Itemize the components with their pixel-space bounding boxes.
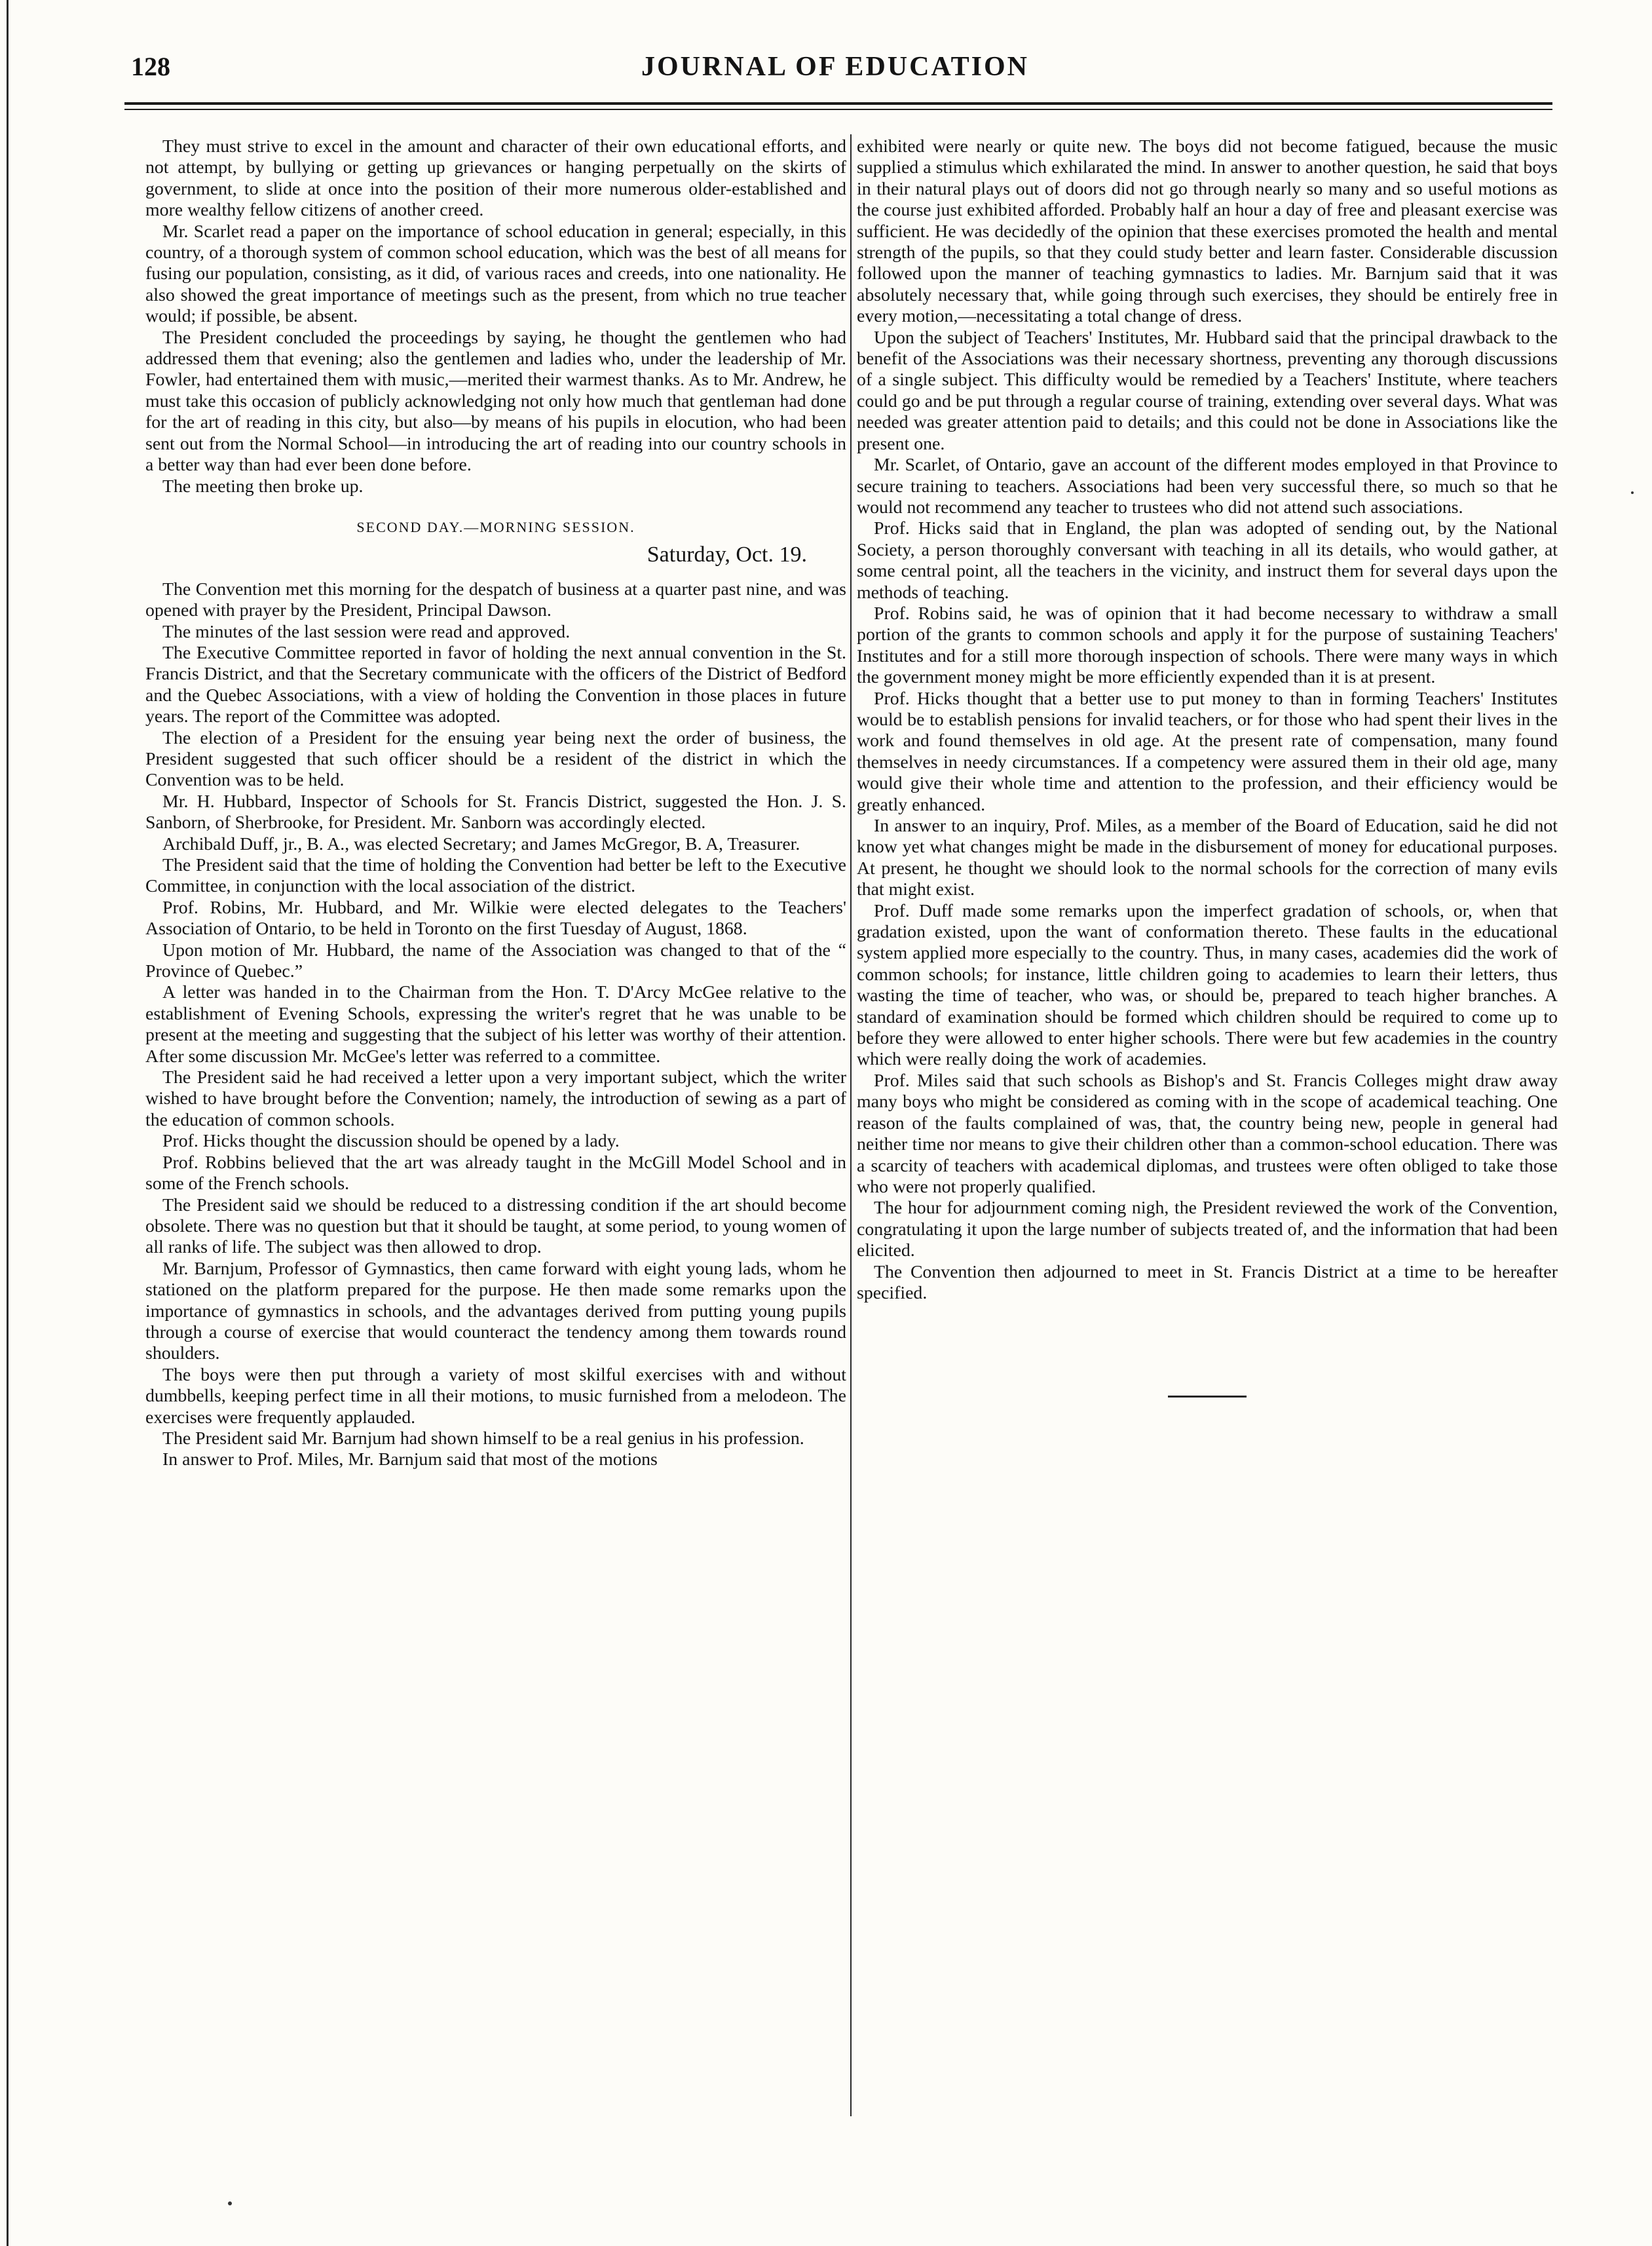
paragraph: exhibited were nearly or quite new. The boys did not become fatigued, because the music supplied a stimulus which exhilarated the mind. In answer to another question, he said that boys in their natural plays out of doors did not go through nearly so many and so useful motions as the course just exhibited afforded. Probably half an hour a day of free and pleasant exercise was sufficient. He was decidedly of the opinion that these exercises promoted the health and mental strength of the pupils, so that they could study better and learn faster. Considerable discussion followed upon the manner of teaching gymnastics to ladies. Mr. Barnjum said that it was absolutely necessary that, while going through such exercises, they should be entirely free in every motion,—necessitating a total change of dress. <box>857 136 1558 327</box>
paragraph: Mr. Scarlet read a paper on the importance of school education in general; especially, in this country, of a thorough system of common school education, which was the best of all means for fusing our population, consisting, as it did, of various races and creeds, into one nationality. He also showed the great importance of meetings such as the present, from which no true teacher would; if possible, be absent. <box>145 221 846 327</box>
paragraph: The Convention met this morning for the despatch of business at a quarter past nine, and was opened with prayer by the President, Principal Dawson. <box>145 579 846 621</box>
journal-title: JOURNAL OF EDUCATION <box>641 52 1030 82</box>
paragraph: Mr. H. Hubbard, Inspector of Schools for St. Francis District, suggested the Hon. J. S. Sanborn, of Sherbrooke, for President. Mr. Sanborn was accordingly elected. <box>145 791 846 833</box>
paragraph: Upon motion of Mr. Hubbard, the name of the Association was changed to that of the “ Province of Quebec.” <box>145 940 846 982</box>
paragraph: The election of a President for the ensuing year being next the order of business, the President suggested that such officer should be a resident of the district in which the Convention was to be held. <box>145 727 846 791</box>
paragraph: Prof. Miles said that such schools as Bishop's and St. Francis Colleges might draw away many boys who might be considered as coming with in the scope of academical teaching. One reason of the faults complained of was, that, the country being new, people in general had neither time nor means to give their children other than a common-school education. There was a scarcity of teachers with academical diplomas, and trustees were often obliged to take those who were not properly qualified. <box>857 1070 1558 1197</box>
paragraph: Prof. Hicks said that in England, the plan was adopted of sending out, by the National Society, a person thoroughly conversant with teaching in all its details, who would gather, at some central point, all the teachers in the vicinity, and instruct them for several days upon the methods of teaching. <box>857 518 1558 603</box>
paragraph: The President concluded the proceedings by saying, he thought the gentlemen who had addressed them that evening; also the gentlemen and ladies who, under the leadership of Mr. Fowler, had entertained them with music,—merited their warmest thanks. As to Mr. Andrew, he must take this occasion of publicly acknowledging not only how much that gentleman had done for the art of reading in this city, but also—by means of his pupils in elocution, who had been sent out from the Normal School—in introducing the art of reading into our country schools in a better way than had ever been done before. <box>145 327 846 476</box>
ink-speck <box>228 2201 232 2205</box>
page-header <box>131 51 1539 90</box>
paragraph: Prof. Duff made some remarks upon the imperfect gradation of schools, or, when that gradation existed, upon the want of conformation thereto. These faults in the educational system applied more especially to the country. Thus, in many cases, academies did the work of common schools; for instance, little children going to academies to learn their letters, thus wasting the time of teacher, who was, or should be, prepared to teach higher branches. A standard of examination should be formed which children should be required to come up to before they were allowed to enter higher schools. There were but few academies in the country which were really doing the work of academies. <box>857 900 1558 1070</box>
paragraph: Upon the subject of Teachers' Institutes, Mr. Hubbard said that the principal drawback to the benefit of the Associations was their necessary shortness, preventing any thorough discussions of a single subject. This difficulty would be remedied by a Teachers' Institute, where teachers could go and be put through a regular course of training, extending over several days. What was needed was greater attention paid to details; and this could not be done in Associations like the present one. <box>857 327 1558 454</box>
paragraph: Prof. Hicks thought the discussion should be opened by a lady. <box>162 1131 620 1152</box>
paragraph: The President said he had received a letter upon a very important subject, which the writer wished to have brought before the Convention; namely, the introduction of sewing as a part of the education of common schools. <box>145 1067 846 1130</box>
left-margin-rule <box>7 0 9 2246</box>
paragraph: Prof. Hicks thought that a better use to put money to than in forming Teachers' Institutes would be to establish pensions for invalid teachers, or for those who had spent their lives in the work and found themselves in old age. At the present rate of compensation, many found themselves in needy circumstances. If a competency were assured them in their old age, many would give their whole time and attention to the profession, and their efficiency would be greatly enhanced. <box>857 688 1558 815</box>
paragraph: Mr. Barnjum, Professor of Gymnastics, then came forward with eight young lads, whom he stationed on the platform prepared for the purpose. He then made some remarks upon the importance of gymnastics in schools, and the advantages derived from putting young pupils through a course of exercise that would counteract the tendency among them towards round shoulders. <box>145 1258 846 1364</box>
paragraph: The minutes of the last session were read and approved. <box>162 621 571 642</box>
ink-speck <box>1631 491 1634 494</box>
paragraph: The Executive Committee reported in favor of holding the next annual convention in the St. Francis District, and that the Secretary communicate with the officers of the District of Bedford and the Quebec Associations, with a view of holding the Convention in those places in future years. The report of the Committee was adopted. <box>145 642 846 727</box>
paragraph: Prof. Robins said, he was of opinion that it had become necessary to withdraw a small portion of the grants to common schools and apply it for the purpose of sustaining Teachers' Institutes and for a still more thorough inspection of schools. There were many ways in which the government money might be more efficiently expended than it is at present. <box>857 603 1558 688</box>
paragraph: They must strive to excel in the amount and character of their own educational efforts, and not attempt, by bullying or getting up grievances or hanging perpetually on the skirts of government, to slide at once into the position of their more numerous older-established and more wealthy fellow citizens of another creed. <box>145 136 846 221</box>
paragraph: Mr. Scarlet, of Ontario, gave an account of the different modes employed in that Province to secure training to teachers. Associations had been very successful there, so much so that he would not recommend any teacher to trustees who did not attend such associations. <box>857 455 1558 518</box>
paragraph: Prof. Robins, Mr. Hubbard, and Mr. Wilkie were elected delegates to the Teachers' Association of Ontario, to be held in Toronto on the first Tuesday of August, 1868. <box>145 897 846 940</box>
paragraph: A letter was handed in to the Chairman from the Hon. T. D'Arcy McGee relative to the establishment of Evening Schools, expressing the writer's regret that he was unable to be present at the meeting and suggesting that the subject of his letter was worthy of their attention. After some discussion Mr. McGee's letter was referred to a committee. <box>145 982 846 1067</box>
right-column <box>857 136 1558 2108</box>
column-divider <box>850 134 852 2116</box>
paragraph: The President said that the time of holding the Convention had better be left to the Executive Committee, in conjunction with the local association of the district. <box>145 855 846 897</box>
closing-rule <box>1168 1396 1247 1398</box>
paragraph: The Convention then adjourned to meet in St. Francis District at a time to be hereafter specified. <box>857 1261 1558 1303</box>
page-number: 128 <box>131 52 170 81</box>
paragraph: The hour for adjournment coming nigh, the President reviewed the work of the Convention, congratulating it upon the large number of subjects treated of, and the information that had been elicited. <box>857 1198 1558 1261</box>
paragraph: In answer to Prof. Miles, Mr. Barnjum said that most of the motions <box>162 1449 658 1470</box>
header-rule <box>124 102 1552 110</box>
paragraph: The meeting then broke up. <box>162 476 364 497</box>
date-line: Saturday, Oct. 19. <box>647 542 807 567</box>
paragraph: Prof. Robbins believed that the art was already taught in the McGill Model School and in some of the French schools. <box>145 1152 846 1194</box>
left-column <box>145 136 846 2108</box>
paragraph: The President said Mr. Barnjum had shown himself to be a real genius in his profession. <box>162 1428 804 1449</box>
paragraph: In answer to an inquiry, Prof. Miles, as a member of the Board of Education, said he did not know yet what changes might be made in the disbursement of money for educational purposes. At present, he thought we should look to the normal schools for the correction of many evils that might exist. <box>857 816 1558 900</box>
paragraph: Archibald Duff, jr., B. A., was elected Secretary; and James McGregor, B. A, Treasurer. <box>162 833 800 854</box>
paragraph: The President said we should be reduced to a distressing condition if the art should become obsolete. There was no question but that it should be taught, at some period, to young women of all ranks of life. The subject was then allowed to drop. <box>145 1194 846 1258</box>
section-heading: SECOND DAY.—MORNING SESSION. <box>356 518 635 535</box>
paragraph: The boys were then put through a variety of most skilful exercises with and without dumbbells, keeping perfect time in all their motions, to music furnished from a melodeon. The exercises were frequently applauded. <box>145 1364 846 1428</box>
